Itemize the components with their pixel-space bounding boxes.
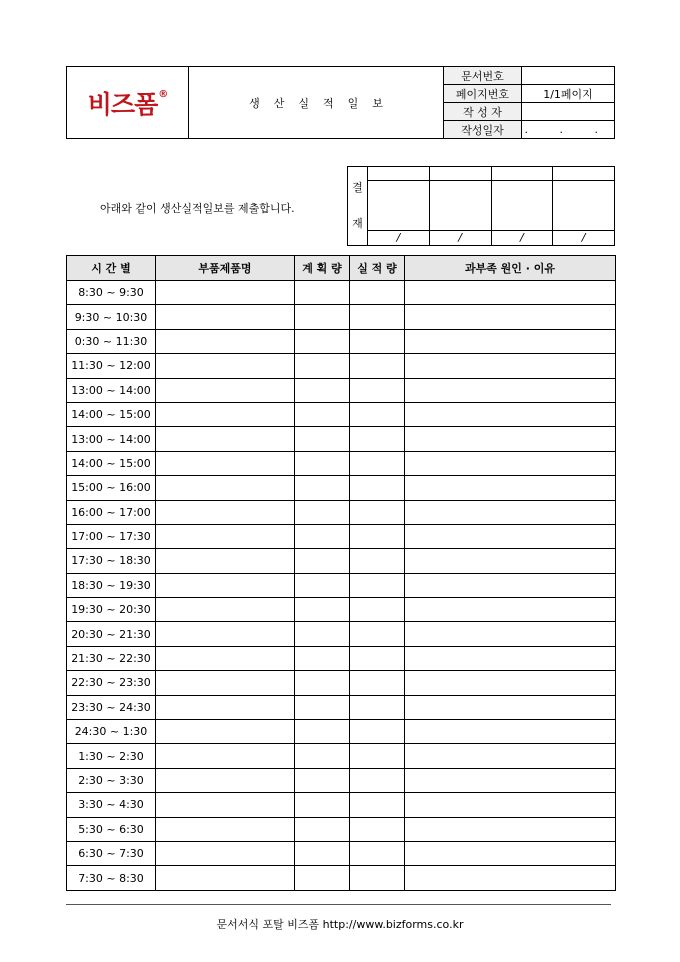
- document-header: [66, 66, 615, 139]
- time-slot: 5:30 ~ 6:30: [67, 817, 156, 841]
- time-slot: 17:00 ~ 17:30: [67, 524, 156, 548]
- reason-cell[interactable]: [405, 427, 616, 451]
- planned-qty-cell[interactable]: [295, 646, 350, 670]
- planned-qty-cell[interactable]: [295, 524, 350, 548]
- planned-qty-cell[interactable]: [295, 305, 350, 329]
- planned-qty-cell[interactable]: [295, 793, 350, 817]
- time-slot: 8:30 ~ 9:30: [67, 281, 156, 305]
- approval-label: 결 재: [348, 167, 368, 246]
- time-slot: 7:30 ~ 8:30: [67, 866, 156, 890]
- table-row: [67, 793, 616, 817]
- actual-qty-cell[interactable]: [350, 451, 405, 475]
- actual-qty-cell[interactable]: [350, 354, 405, 378]
- reason-cell[interactable]: [405, 866, 616, 890]
- reason-cell[interactable]: [405, 598, 616, 622]
- actual-qty-cell[interactable]: [350, 573, 405, 597]
- approval-head-1: [368, 167, 430, 181]
- planned-qty-cell[interactable]: [295, 671, 350, 695]
- part-name-cell[interactable]: [156, 793, 295, 817]
- approval-box: [347, 166, 615, 246]
- part-name-cell[interactable]: [156, 671, 295, 695]
- meta-label-date: 작성일자: [444, 121, 522, 139]
- approval-sign-3[interactable]: [491, 181, 553, 231]
- footer-text: 문서서식 포탈 비즈폼 http://www.bizforms.co.kr: [216, 918, 464, 931]
- table-row: [67, 695, 616, 719]
- time-slot: 9:30 ~ 10:30: [67, 305, 156, 329]
- part-name-cell[interactable]: [156, 768, 295, 792]
- table-row: [67, 841, 616, 865]
- planned-qty-cell[interactable]: [295, 573, 350, 597]
- part-name-cell[interactable]: [156, 281, 295, 305]
- planned-qty-cell[interactable]: [295, 329, 350, 353]
- planned-qty-cell[interactable]: [295, 281, 350, 305]
- part-name-cell[interactable]: [156, 305, 295, 329]
- reason-cell[interactable]: [405, 476, 616, 500]
- planned-qty-cell[interactable]: [295, 354, 350, 378]
- intro-sentence: 아래와 같이 생산실적일보를 제출합니다.: [100, 202, 295, 215]
- planned-qty-cell[interactable]: [295, 427, 350, 451]
- part-name-cell[interactable]: [156, 817, 295, 841]
- actual-qty-cell[interactable]: [350, 768, 405, 792]
- table-row: [67, 598, 616, 622]
- planned-qty-cell[interactable]: [295, 866, 350, 890]
- table-row: [67, 866, 616, 890]
- actual-qty-cell[interactable]: [350, 866, 405, 890]
- reason-cell[interactable]: [405, 646, 616, 670]
- part-name-cell[interactable]: [156, 598, 295, 622]
- actual-qty-cell[interactable]: [350, 476, 405, 500]
- reason-cell[interactable]: [405, 378, 616, 402]
- part-name-cell[interactable]: [156, 744, 295, 768]
- time-slot: 15:00 ~ 16:00: [67, 476, 156, 500]
- header-planned: 계 획 량: [295, 256, 350, 281]
- part-name-cell[interactable]: [156, 402, 295, 426]
- table-row: [67, 500, 616, 524]
- table-row: [67, 622, 616, 646]
- planned-qty-cell[interactable]: [295, 598, 350, 622]
- planned-qty-cell[interactable]: [295, 817, 350, 841]
- table-row: [67, 671, 616, 695]
- table-row: [67, 354, 616, 378]
- table-row: [67, 402, 616, 426]
- approval-sign-4[interactable]: [553, 181, 615, 231]
- bizforms-logo: 비즈폼®: [87, 88, 168, 119]
- planned-qty-cell[interactable]: [295, 841, 350, 865]
- time-slot: 1:30 ~ 2:30: [67, 744, 156, 768]
- part-name-cell[interactable]: [156, 354, 295, 378]
- actual-qty-cell[interactable]: [350, 281, 405, 305]
- part-name-cell[interactable]: [156, 841, 295, 865]
- planned-qty-cell[interactable]: [295, 476, 350, 500]
- actual-qty-cell[interactable]: [350, 427, 405, 451]
- table-row: [67, 451, 616, 475]
- part-name-cell[interactable]: [156, 524, 295, 548]
- actual-qty-cell[interactable]: [350, 622, 405, 646]
- table-header-row: [67, 256, 616, 281]
- actual-qty-cell[interactable]: [350, 817, 405, 841]
- part-name-cell[interactable]: [156, 451, 295, 475]
- planned-qty-cell[interactable]: [295, 500, 350, 524]
- table-row: [67, 720, 616, 744]
- table-row: [67, 281, 616, 305]
- part-name-cell[interactable]: [156, 378, 295, 402]
- table-row: [67, 305, 616, 329]
- footer-divider: [66, 904, 611, 905]
- meta-label-author: 작 성 자: [444, 103, 522, 121]
- time-slot: 3:30 ~ 4:30: [67, 793, 156, 817]
- reason-cell[interactable]: [405, 671, 616, 695]
- planned-qty-cell[interactable]: [295, 744, 350, 768]
- meta-label-doc-number: 문서번호: [444, 67, 522, 85]
- part-name-cell[interactable]: [156, 427, 295, 451]
- page-title: 생산실적일보: [189, 67, 444, 139]
- table-row: [67, 378, 616, 402]
- actual-qty-cell[interactable]: [350, 524, 405, 548]
- table-row: [67, 768, 616, 792]
- table-row: [67, 817, 616, 841]
- actual-qty-cell[interactable]: [350, 402, 405, 426]
- approval-sign-1[interactable]: [368, 181, 430, 231]
- actual-qty-cell[interactable]: [350, 500, 405, 524]
- approval-sign-2[interactable]: [429, 181, 491, 231]
- table-row: [67, 476, 616, 500]
- header-time: 시 간 별: [67, 256, 156, 281]
- approval-date-3[interactable]: /: [491, 231, 553, 246]
- production-table: [66, 255, 616, 891]
- time-slot: 19:30 ~ 20:30: [67, 598, 156, 622]
- reason-cell[interactable]: [405, 573, 616, 597]
- table-row: [67, 549, 616, 573]
- planned-qty-cell[interactable]: [295, 720, 350, 744]
- table-row: [67, 524, 616, 548]
- header-actual: 실 적 량: [350, 256, 405, 281]
- reason-cell[interactable]: [405, 500, 616, 524]
- actual-qty-cell[interactable]: [350, 305, 405, 329]
- time-slot: 18:30 ~ 19:30: [67, 573, 156, 597]
- planned-qty-cell[interactable]: [295, 768, 350, 792]
- time-slot: 21:30 ~ 22:30: [67, 646, 156, 670]
- planned-qty-cell[interactable]: [295, 622, 350, 646]
- part-name-cell[interactable]: [156, 695, 295, 719]
- reason-cell[interactable]: [405, 793, 616, 817]
- header-part-name: 부품제품명: [156, 256, 295, 281]
- actual-qty-cell[interactable]: [350, 720, 405, 744]
- table-row: [67, 427, 616, 451]
- reason-cell[interactable]: [405, 744, 616, 768]
- part-name-cell[interactable]: [156, 573, 295, 597]
- planned-qty-cell[interactable]: [295, 378, 350, 402]
- reason-cell[interactable]: [405, 549, 616, 573]
- meta-label-page-number: 페이지번호: [444, 85, 522, 103]
- time-slot: 20:30 ~ 21:30: [67, 622, 156, 646]
- actual-qty-cell[interactable]: [350, 598, 405, 622]
- time-slot: 16:00 ~ 17:00: [67, 500, 156, 524]
- approval-head-4: [553, 167, 615, 181]
- meta-value-page-number: 1/1페이지: [522, 85, 615, 103]
- table-row: [67, 646, 616, 670]
- actual-qty-cell[interactable]: [350, 671, 405, 695]
- actual-qty-cell[interactable]: [350, 549, 405, 573]
- time-slot: 0:30 ~ 11:30: [67, 329, 156, 353]
- meta-value-date[interactable]: . . .: [522, 121, 615, 139]
- approval-date-4[interactable]: /: [553, 231, 615, 246]
- time-slot: 13:00 ~ 14:00: [67, 427, 156, 451]
- approval-head-3: [491, 167, 553, 181]
- approval-head-2: [429, 167, 491, 181]
- time-slot: 23:30 ~ 24:30: [67, 695, 156, 719]
- reason-cell[interactable]: [405, 768, 616, 792]
- planned-qty-cell[interactable]: [295, 549, 350, 573]
- time-slot: 14:00 ~ 15:00: [67, 402, 156, 426]
- part-name-cell[interactable]: [156, 720, 295, 744]
- reason-cell[interactable]: [405, 720, 616, 744]
- reason-cell[interactable]: [405, 305, 616, 329]
- header-reason: 과부족 원인 · 이유: [405, 256, 616, 281]
- time-slot: 6:30 ~ 7:30: [67, 841, 156, 865]
- time-slot: 11:30 ~ 12:00: [67, 354, 156, 378]
- table-row: [67, 329, 616, 353]
- reason-cell[interactable]: [405, 451, 616, 475]
- part-name-cell[interactable]: [156, 329, 295, 353]
- table-row: [67, 573, 616, 597]
- meta-value-doc-number[interactable]: [522, 67, 615, 85]
- part-name-cell[interactable]: [156, 549, 295, 573]
- time-slot: 2:30 ~ 3:30: [67, 768, 156, 792]
- planned-qty-cell[interactable]: [295, 451, 350, 475]
- time-slot: 24:30 ~ 1:30: [67, 720, 156, 744]
- logo-cell: [67, 67, 189, 139]
- part-name-cell[interactable]: [156, 646, 295, 670]
- planned-qty-cell[interactable]: [295, 695, 350, 719]
- part-name-cell[interactable]: [156, 476, 295, 500]
- table-row: [67, 744, 616, 768]
- time-slot: 22:30 ~ 23:30: [67, 671, 156, 695]
- actual-qty-cell[interactable]: [350, 793, 405, 817]
- reason-cell[interactable]: [405, 695, 616, 719]
- part-name-cell[interactable]: [156, 500, 295, 524]
- time-slot: 13:00 ~ 14:00: [67, 378, 156, 402]
- actual-qty-cell[interactable]: [350, 329, 405, 353]
- reason-cell[interactable]: [405, 354, 616, 378]
- part-name-cell[interactable]: [156, 622, 295, 646]
- reason-cell[interactable]: [405, 402, 616, 426]
- reason-cell[interactable]: [405, 841, 616, 865]
- meta-value-author[interactable]: [522, 103, 615, 121]
- actual-qty-cell[interactable]: [350, 744, 405, 768]
- actual-qty-cell[interactable]: [350, 841, 405, 865]
- actual-qty-cell[interactable]: [350, 378, 405, 402]
- planned-qty-cell[interactable]: [295, 402, 350, 426]
- reason-cell[interactable]: [405, 817, 616, 841]
- part-name-cell[interactable]: [156, 866, 295, 890]
- reason-cell[interactable]: [405, 329, 616, 353]
- actual-qty-cell[interactable]: [350, 646, 405, 670]
- approval-date-1[interactable]: /: [368, 231, 430, 246]
- approval-date-2[interactable]: /: [429, 231, 491, 246]
- actual-qty-cell[interactable]: [350, 695, 405, 719]
- time-slot: 17:30 ~ 18:30: [67, 549, 156, 573]
- reason-cell[interactable]: [405, 281, 616, 305]
- time-slot: 14:00 ~ 15:00: [67, 451, 156, 475]
- reason-cell[interactable]: [405, 524, 616, 548]
- reason-cell[interactable]: [405, 622, 616, 646]
